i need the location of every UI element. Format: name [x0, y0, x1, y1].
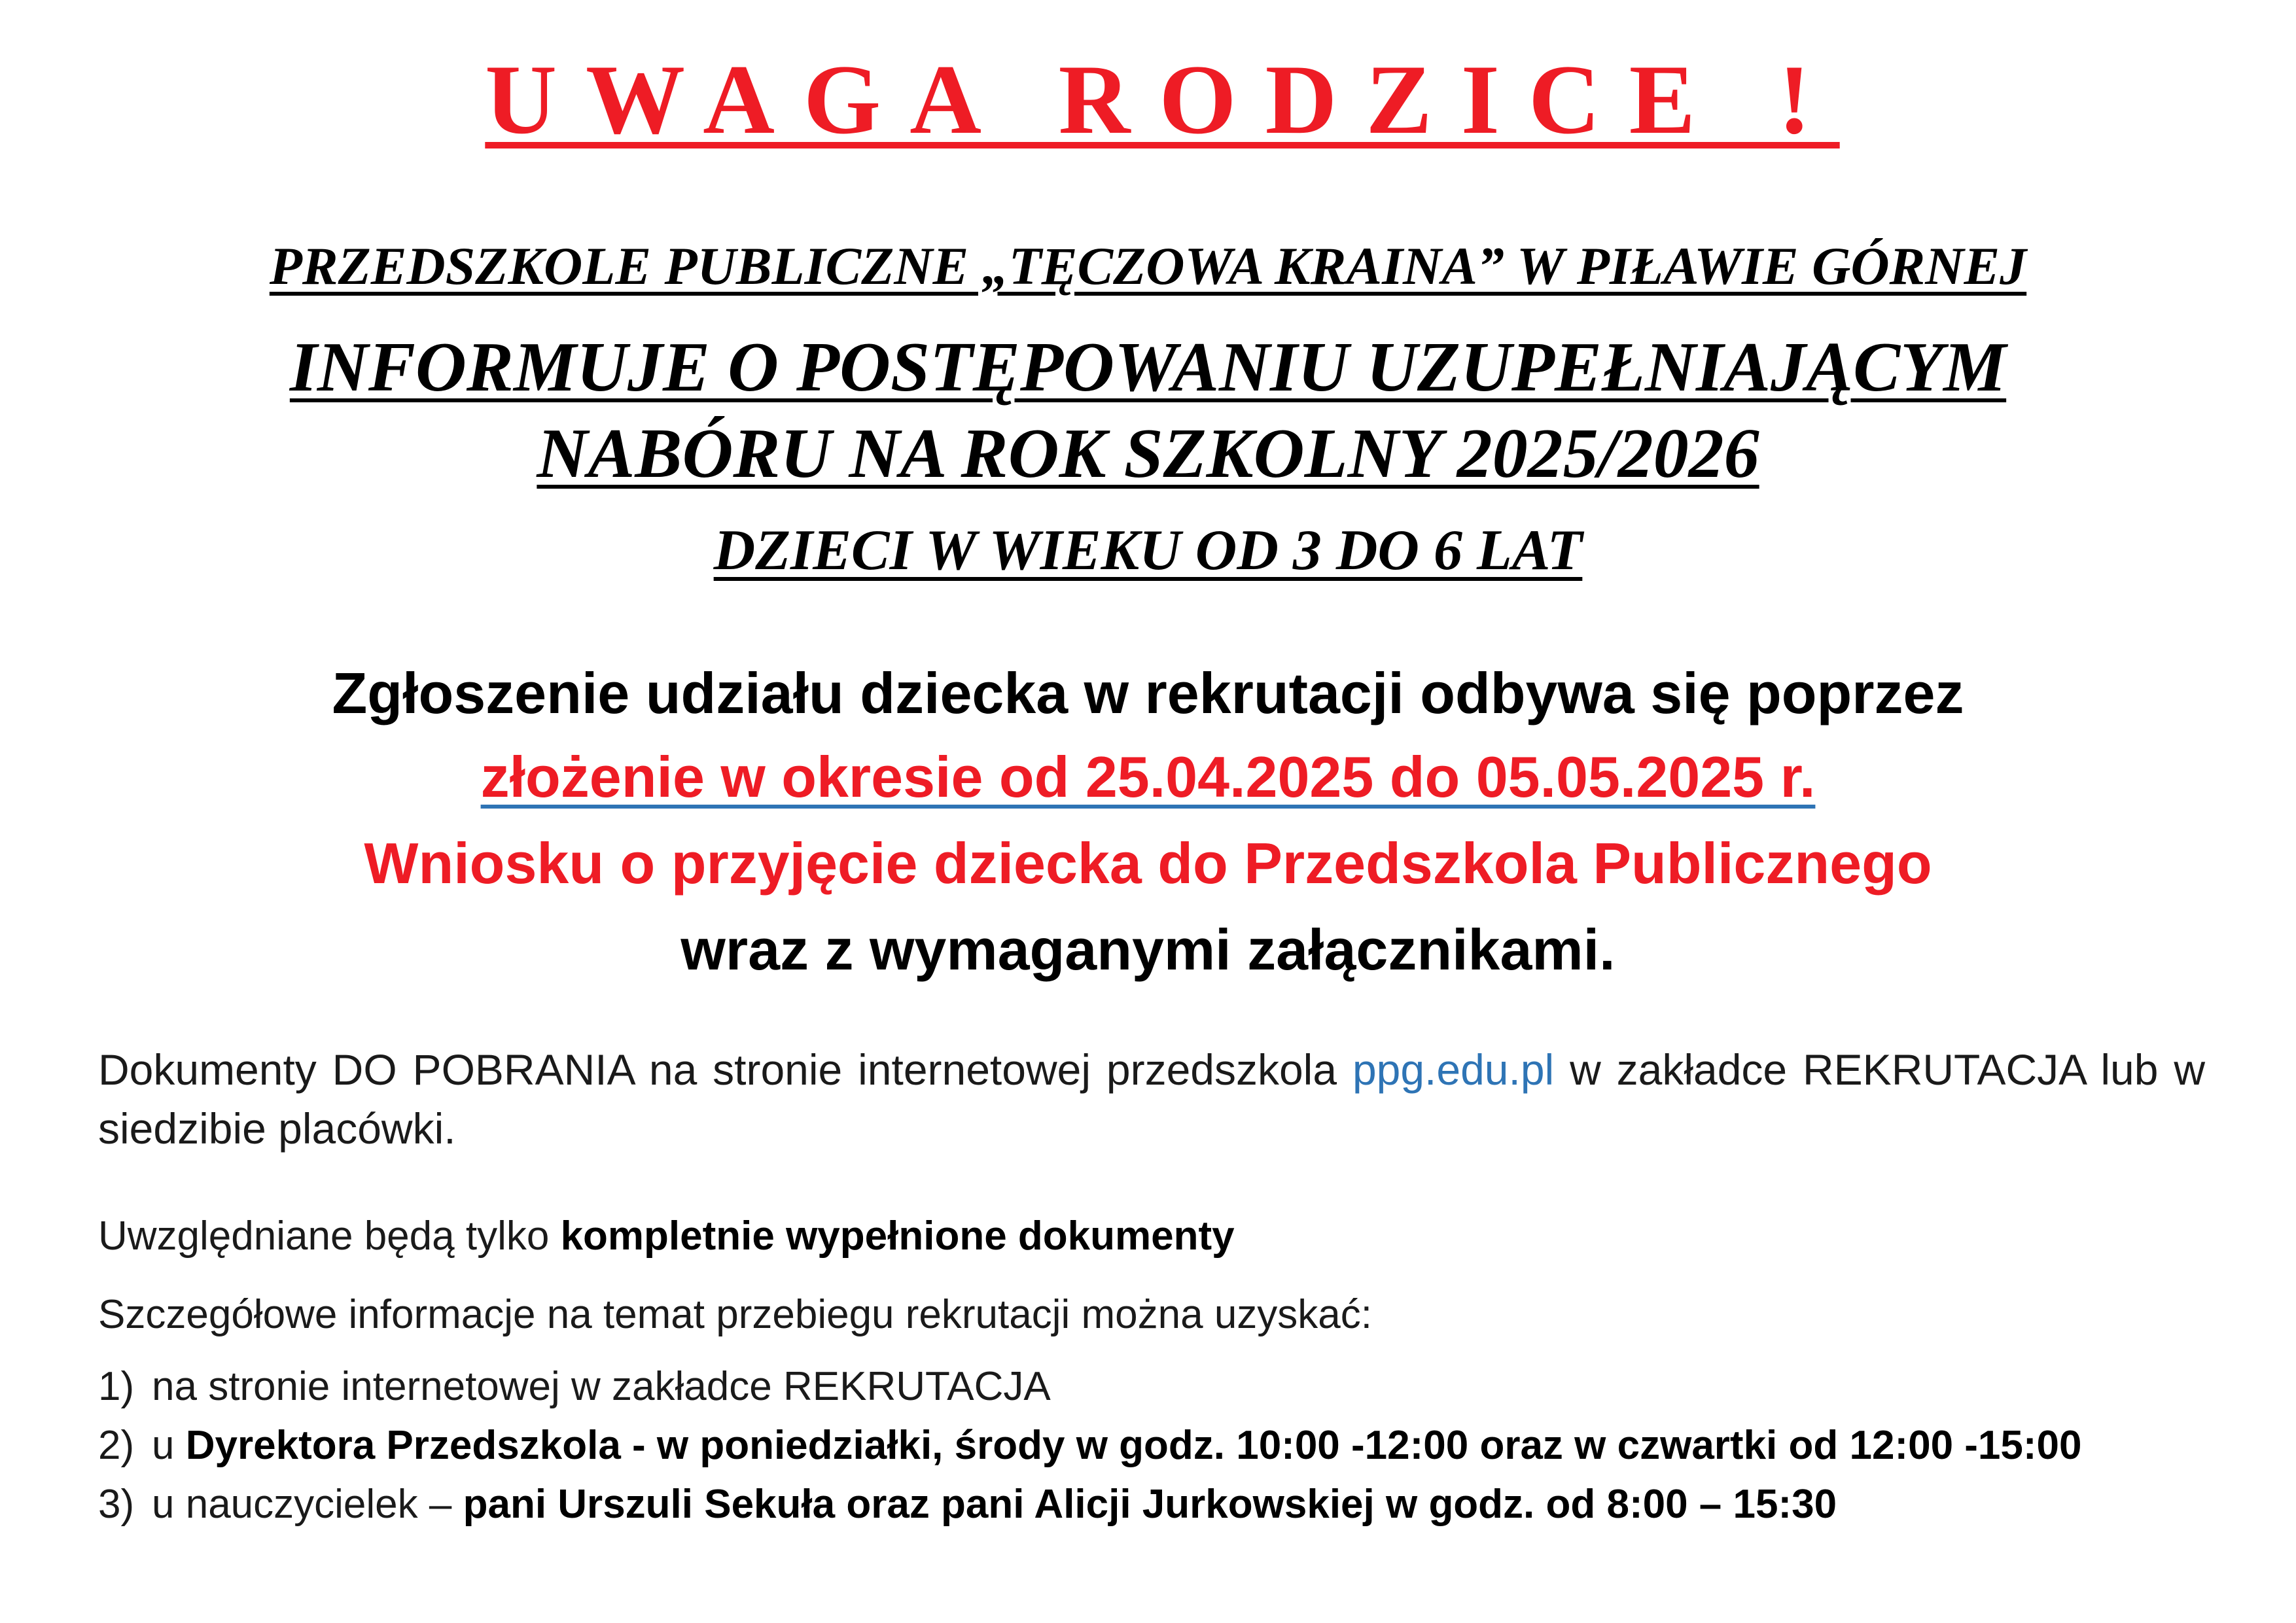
- documents-text-before: Dokumenty DO POBRANIA na stronie internetowej przedszkola: [98, 1045, 1352, 1094]
- documents-paragraph: [98, 1040, 2205, 1158]
- submission-period-text: złożenie w okresie od 25.04.2025 do 05.05.2025 r.: [480, 744, 1816, 809]
- website-link[interactable]: ppg.edu.pl: [1352, 1045, 1555, 1094]
- announcement-line-1: Zgłoszenie udziału dziecka w rekrutacji odbywa się poprzez: [332, 661, 1964, 725]
- attachments-line: [0, 911, 2296, 989]
- attachments-period: .: [1599, 917, 1616, 982]
- complete-documents-note: [98, 1210, 2205, 1263]
- list-item-text: u: [152, 1423, 186, 1468]
- list-item: [98, 1420, 2205, 1472]
- list-item: [98, 1361, 2205, 1413]
- main-heading: [0, 41, 2296, 158]
- list-item-number: 3): [98, 1482, 135, 1527]
- details-intro: Szczegółowe informacje na temat przebiegu rekrutacji można uzyskać:: [98, 1292, 1373, 1337]
- list-item-number: 2): [98, 1423, 135, 1468]
- list-item-bold: pani Urszuli Sekuła oraz pani Alicji Jurkowskiej w godz. od 8:00 – 15:30: [463, 1482, 1837, 1527]
- inform-line: [0, 323, 2296, 412]
- school-year-line: [0, 410, 2296, 498]
- inform-text: INFORMUJE O POSTĘPOWANIU UZUPEŁNIAJĄCYM: [289, 328, 2007, 406]
- age-range-text: DZIECI W WIEKU OD 3 DO 6 LAT: [713, 519, 1583, 582]
- submission-period-line: [0, 738, 2296, 816]
- list-item: [98, 1478, 2205, 1531]
- list-item-text: na stronie internetowej w zakładce REKRUTACJA: [152, 1364, 1051, 1409]
- documents-text-after: w zakładce REKRUTACJA lub w siedzibie placówki.: [98, 1045, 2205, 1153]
- complete-note-bold: kompletnie wypełnione dokumenty: [560, 1213, 1235, 1259]
- list-item-text: u nauczycielek –: [152, 1482, 463, 1527]
- attachments-text: wraz z wymaganymi załącznikami: [680, 917, 1600, 982]
- school-name-line: [0, 230, 2296, 302]
- age-range-line: [0, 514, 2296, 587]
- application-line: Wniosku o przyjęcie dziecka do Przedszkola Publicznego: [364, 831, 1932, 896]
- main-heading-text: UWAGA RODZICE !: [485, 44, 1840, 154]
- school-name-text: PRZEDSZKOLE PUBLICZNE „TĘCZOWA KRAINA” W PIŁAWIE GÓRNEJ: [269, 236, 2027, 296]
- complete-note-prefix: Uwzględniane będą tylko: [98, 1213, 561, 1259]
- list-item-number: 1): [98, 1364, 135, 1409]
- school-year-text: NABÓRU NA ROK SZKOLNY 2025/2026: [537, 415, 1759, 493]
- list-item-bold: Dyrektora Przedszkola - w poniedziałki, środy w godz. 10:00 -12:00 oraz w czwartki od 12:00 -15:00: [185, 1423, 2082, 1468]
